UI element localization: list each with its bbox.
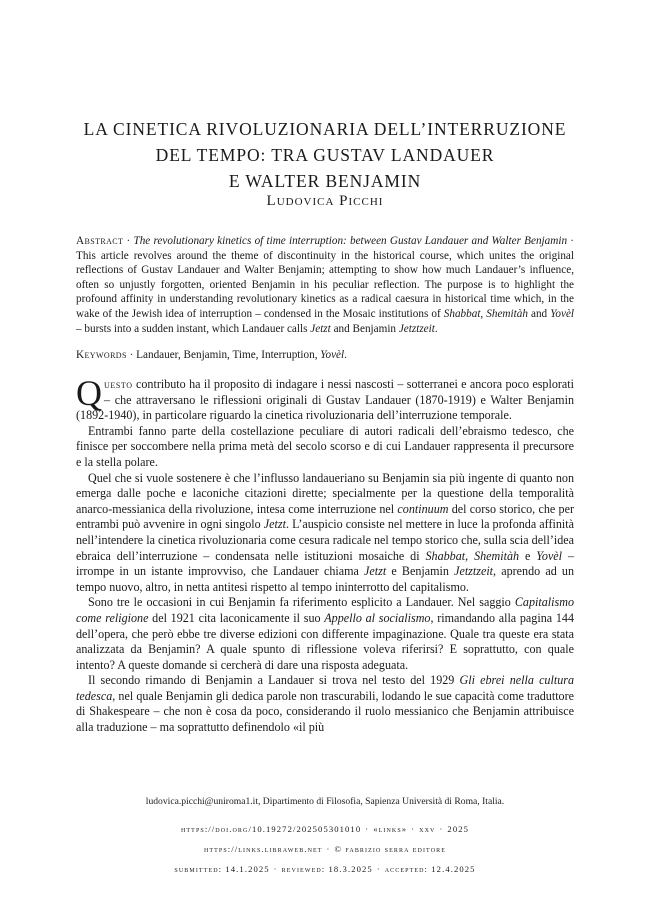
abstract-label: Abstract xyxy=(76,235,124,247)
year: 2025 xyxy=(447,824,470,834)
p5-title-ebrei: Gli ebrei nella cultura tedesca xyxy=(76,673,575,703)
p3-and: e xyxy=(519,548,537,563)
accepted-date: accepted: 12.4.2025 xyxy=(384,864,476,874)
p3-text-c: . L’auspicio consiste nel mettere in luce la profonda affinità nell’intendere la cinetica rivoluzionaria come cesura radicale nel tempo storico che, sulla scia dell’idea ebraica dell’interruzione – condensata nelle istituzioni mosaiche di xyxy=(76,517,574,563)
abstract-comma: , xyxy=(480,307,487,320)
article-body xyxy=(76,373,575,736)
keywords-label: Keywords xyxy=(76,349,127,361)
paragraph-3 xyxy=(76,471,574,596)
p3-term-jetztzeit: Jetztzeit xyxy=(454,564,494,579)
meta-dot: · xyxy=(376,864,381,874)
author-affiliation-note: ludovica.picchi@uniroma1.it, Dipartimento di Filosofia, Sapienza Università di Roma, Italia. xyxy=(145,796,505,807)
p3-text-b: del corso storico, che per entrambi può avvenire in ogni singolo xyxy=(76,501,574,532)
abstract-term-jetztzeit: Jetztzeit xyxy=(398,322,435,335)
title-line-3: E WALTER BENJAMIN xyxy=(228,171,422,191)
abstract-end: . xyxy=(434,322,438,335)
abstract-text-3: and Benjamin xyxy=(330,322,399,335)
p4-title-capitalismo: Capitalismo come religione xyxy=(76,595,574,625)
dates-line xyxy=(0,864,650,874)
p5-text-b: , nel quale Benjamin gli dedica parole non trascurabili, lodando le sue capacità come traduttore di Shakespeare – che non è cosa da poco, considerando il ruolo messianico che Benjamin attribuisce alla traduzione – ma soprattutto definendolo «il più xyxy=(76,688,574,735)
publisher-line xyxy=(0,844,650,854)
paragraph-1 xyxy=(76,373,574,424)
p4-text-b: del 1921 cita laconicamente il suo xyxy=(148,610,325,625)
title-line-2: DEL TEMPO: TRA GUSTAV LANDAUER xyxy=(155,145,495,165)
doi-link[interactable]: https://doi.org/10.19272/202505301010 xyxy=(180,824,362,834)
abstract-and: and xyxy=(527,307,551,320)
p3-term-continuum: continuum xyxy=(397,501,449,516)
p3-term-shemitah: Shemitàh xyxy=(474,548,520,563)
p3-text-d: – irrompe in un istante improvviso, che Landauer chiama xyxy=(76,548,574,579)
abstract-term-shemitah: Shemitàh xyxy=(486,307,528,320)
meta-dot: · xyxy=(326,844,331,854)
keywords-separator: · xyxy=(126,349,137,361)
p3-comma: , xyxy=(465,548,475,563)
abstract-text-2: – bursts into a sudden instant, which Landauer calls xyxy=(76,322,311,335)
meta-dot: · xyxy=(439,824,444,834)
title-line-1: LA CINETICA RIVOLUZIONARIA DELL’INTERRUZIONE xyxy=(83,119,567,139)
abstract xyxy=(76,234,574,336)
meta-dot: · xyxy=(365,824,370,834)
publisher-url-link[interactable]: https://links.libraweb.net xyxy=(203,844,323,854)
keywords xyxy=(76,348,574,363)
p4-title-appello: Appello al socialismo xyxy=(324,610,431,625)
p4-text-c: , rimandando alla pagina 144 dell’opera, che però ebbe tre diverse edizioni con differente impaginazione. Quale tra queste era stata analizzata da Benjamin? A quale spunto di riflessione voleva riferirsi? E soprattutto, con quale intento? A queste domande si cercherà di dare una risposta adeguata. xyxy=(76,610,574,672)
lead-word: uesto xyxy=(104,377,133,391)
publisher-name: © fabrizio serra editore xyxy=(334,844,447,854)
p3-term-yovel: Yovèl xyxy=(536,548,563,563)
p3-term-jetzt-2: Jetzt xyxy=(364,564,387,579)
reviewed-date: reviewed: 18.3.2025 xyxy=(281,864,373,874)
doi-line xyxy=(0,824,650,834)
volume: xxv xyxy=(419,824,436,834)
p3-text-e: e Benjamin xyxy=(386,564,455,579)
p4-text-a: Sono tre le occasioni in cui Benjamin fa riferimento esplicito a Landauer. Nel saggio xyxy=(88,595,515,610)
p3-term-jetzt: Jetzt xyxy=(263,517,286,532)
abstract-term-yovel: Yovèl xyxy=(550,307,575,320)
abstract-separator: · xyxy=(123,235,134,247)
p3-term-shabbat: Shabbat xyxy=(425,548,466,563)
submitted-date: submitted: 14.1.2025 xyxy=(174,864,270,874)
keywords-list: Landauer, Benjamin, Time, Interruption, xyxy=(136,349,321,361)
paragraph-4 xyxy=(76,595,574,673)
paragraph-1-text: contributo ha il proposito di indagare i nessi nascosti – sotterranei e ancora poco esplorati – che attraversano le riflessioni originali di Gustav Landauer (1870-1919) e Walter Benjamin (1892-1940), in particolare riguardo la cinetica rivoluzionaria dell’interruzione temporale. xyxy=(76,377,574,423)
drop-cap: Q xyxy=(76,373,102,413)
author-name: Ludovica Picchi xyxy=(266,193,384,209)
keywords-end: . xyxy=(344,349,347,361)
p3-text-a: Quel che si vuole sostenere è che l’influsso landaueriano su Benjamin sia più ingente di quanto non emerga dalle poche e laconiche citazioni dirette; specialmente per la questione della temporalità anarco-messianica della rivoluzione, intesa come interruzione nel xyxy=(76,470,574,516)
keyword-yovel: Yovèl xyxy=(320,349,345,361)
abstract-english-title: The revolutionary kinetics of time interruption: between Gustav Landauer and Walter Benjamin xyxy=(133,235,568,247)
paragraph-2: Entrambi fanno parte della costellazione peculiare di autori radicali dell’ebraismo tedesco, che finisce per soccombere nella prima metà del secolo scorso e di cui Landauer rappresenta il precursore e la stella polare. xyxy=(76,423,574,469)
p3-text-f: , aprendo ad un tempo nuovo, altro, in netta antitesi rispetto al tempo ininterrotto del capitalismo. xyxy=(76,564,574,594)
article-title xyxy=(0,116,650,194)
meta-dot: · xyxy=(273,864,278,874)
abstract-term-jetzt: Jetzt xyxy=(310,322,331,335)
abstract-term-shabbat: Shabbat xyxy=(443,307,481,320)
abstract-text-1: This article revolves around the theme of discontinuity in the historical course, which unites the original reflections of Gustav Landauer and Walter Benjamin; attempting to show how much Landauer’s influence, often so unjustly forgotten, oriented Benjamin in his peculiar reflection. The purpose is to highlight the profound affinity in understanding revolutionary kinetics as a radical caesura in historical time which, in the wake of the Jewish idea of interruption – condensed in the Mosaic institutions of xyxy=(76,249,574,320)
meta-dot: · xyxy=(411,824,416,834)
p5-text-a: Il secondo rimando di Benjamin a Landauer si trova nel testo del 1929 xyxy=(88,673,460,688)
abstract-separator-2: · xyxy=(567,235,574,247)
paragraph-5 xyxy=(76,673,574,735)
journal-name: «links» xyxy=(373,824,408,834)
